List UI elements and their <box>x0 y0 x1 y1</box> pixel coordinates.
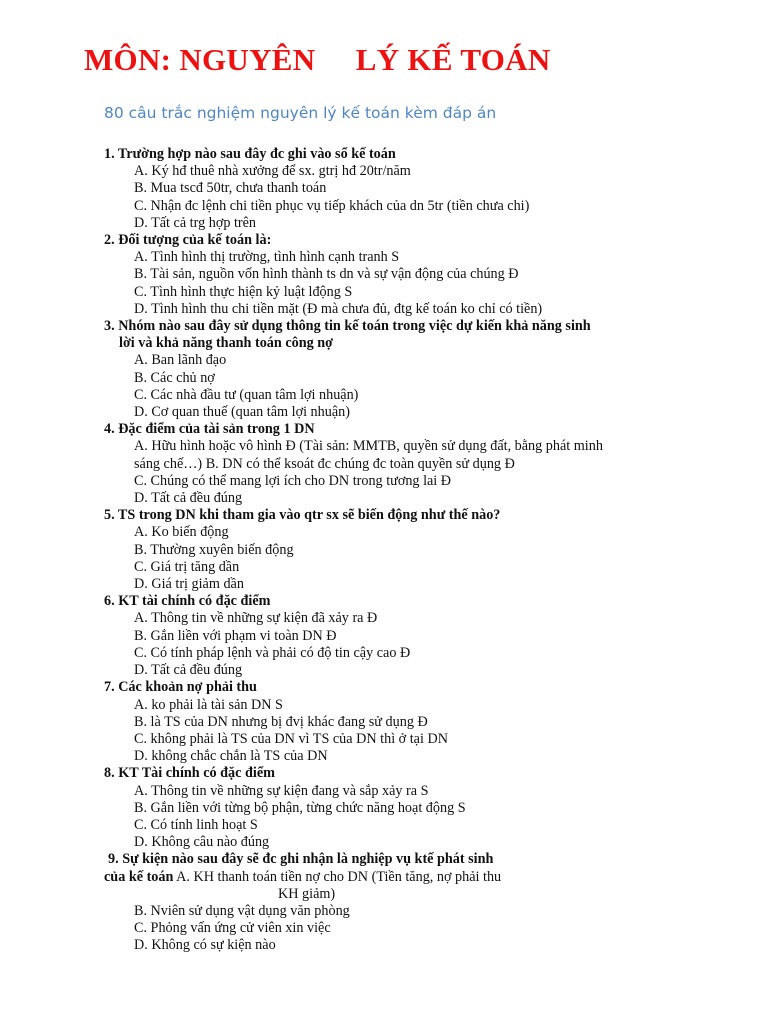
question-3: 3. Nhóm nào sau đây sử dụng thông tin kế toán trong việc dự kiến khả năng sinh <box>104 318 591 335</box>
q2-option-c: C. Tình hình thực hiện kỷ luật lđộng S <box>134 283 353 300</box>
document-title: MÔN: NGUYÊN LÝ KẾ TOÁN <box>84 42 551 77</box>
q6-option-c: C. Có tính pháp lệnh và phải có độ tin cậy cao Đ <box>134 644 411 661</box>
question-3-continued: lời và khả năng thanh toán công nợ <box>119 335 334 352</box>
question-list <box>0 146 768 955</box>
q4-option-a: A. Hữu hình hoặc vô hình Đ (Tài sản: MMTB, quyền sử dụng đất, bằng phát minh <box>134 438 603 455</box>
q4-option-c: C. Chúng có thể mang lợi ích cho DN trong tương lai Đ <box>134 472 452 489</box>
question-8: 8. KT Tài chính có đặc điểm <box>104 765 275 782</box>
q6-option-a: A. Thông tin về những sự kiện đã xảy ra Đ <box>134 610 378 627</box>
q3-option-a: A. Ban lãnh đạo <box>134 352 227 369</box>
document-subtitle: 80 câu trắc nghiệm nguyên lý kế toán kèm đáp án <box>104 104 497 122</box>
q9-option-b: B. Nviên sử dụng vật dụng văn phòng <box>134 902 350 919</box>
q8-option-b: B. Gắn liền với từng bộ phận, từng chức năng hoạt động S <box>134 799 466 816</box>
q8-option-c: C. Có tính linh hoạt S <box>134 816 258 833</box>
q3-option-b: B. Các chủ nợ <box>134 369 215 386</box>
q9-option-a: A. KH thanh toán tiền nợ cho DN (Tiền tăng, nợ phải thu <box>173 868 502 885</box>
q3-option-d: D. Cơ quan thuế (quan tâm lợi nhuận) <box>134 404 350 421</box>
q1-option-b: B. Mua tscđ 50tr, chưa thanh toán <box>134 180 327 197</box>
q5-option-b: B. Thường xuyên biến động <box>134 541 294 558</box>
question-2: 2. Đối tượng của kế toán là: <box>104 232 272 249</box>
q7-option-c: C. không phải là TS của DN vì TS của DN thì ở tại DN <box>134 730 448 747</box>
question-1: 1. Trường hợp nào sau đây đc ghi vào sổ kế toán <box>104 146 396 162</box>
question-5: 5. TS trong DN khi tham gia vào qtr sx sẽ biến động như thế nào? <box>104 507 501 524</box>
q4-option-d: D. Tất cả đều đúng <box>134 490 243 507</box>
q2-option-b: B. Tài sản, nguồn vốn hình thành ts dn và sự vận động của chúng Đ <box>134 266 519 283</box>
question-9-tail: của kế toán <box>104 868 174 885</box>
q5-option-a: A. Ko biến động <box>134 524 229 541</box>
q7-option-b: B. là TS của DN nhưng bị đvị khác đang sử dụng Đ <box>134 713 428 730</box>
q5-option-d: D. Giá trị giảm dần <box>134 576 244 593</box>
q1-option-c: C. Nhận đc lệnh chi tiền phục vụ tiếp khách của dn 5tr (tiền chưa chi) <box>134 197 530 214</box>
q9-option-a-wrap: KH giảm) <box>278 885 336 902</box>
question-6: 6. KT tài chính có đặc điểm <box>104 593 271 610</box>
q9-option-d: D. Không có sự kiện nào <box>134 937 276 954</box>
q8-option-d: D. Không câu nào đúng <box>134 834 270 851</box>
q2-option-d: D. Tình hình thu chi tiền mặt (Đ mà chưa đủ, đtg kế toán ko chỉ có tiền) <box>134 300 543 317</box>
q9-option-c: C. Phỏng vấn ứng cử viên xin việc <box>134 920 331 937</box>
q5-option-c: C. Giá trị tăng dần <box>134 558 240 575</box>
question-9-continued <box>0 869 768 886</box>
q6-option-b: B. Gắn liền với phạm vi toàn DN Đ <box>134 627 337 644</box>
q3-option-c: C. Các nhà đầu tư (quan tâm lợi nhuận) <box>134 386 359 403</box>
question-9: 9. Sự kiện nào sau đây sẽ đc ghi nhận là nghiệp vụ ktế phát sinh <box>108 851 494 868</box>
q7-option-d: D. không chắc chắn là TS của DN <box>134 748 328 765</box>
question-7: 7. Các khoản nợ phải thu <box>104 679 257 696</box>
q1-option-a: A. Ký hđ thuê nhà xưởng để sx. gtrị hđ 20tr/năm <box>134 163 411 180</box>
q4-option-a-wrap-b: sáng chế…) B. DN có thể ksoát đc chúng đc toàn quyền sử dụng Đ <box>134 455 515 472</box>
q1-option-d: D. Tất cả trg hợp trên <box>134 214 257 231</box>
question-4: 4. Đặc điểm của tài sản trong 1 DN <box>104 421 315 438</box>
q7-option-a: A. ko phải là tài sản DN S <box>134 696 283 713</box>
q2-option-a: A. Tình hình thị trường, tình hình cạnh tranh S <box>134 249 400 266</box>
q8-option-a: A. Thông tin về những sự kiện đang và sắp xảy ra S <box>134 782 429 799</box>
q6-option-d: D. Tất cả đều đúng <box>134 662 243 679</box>
